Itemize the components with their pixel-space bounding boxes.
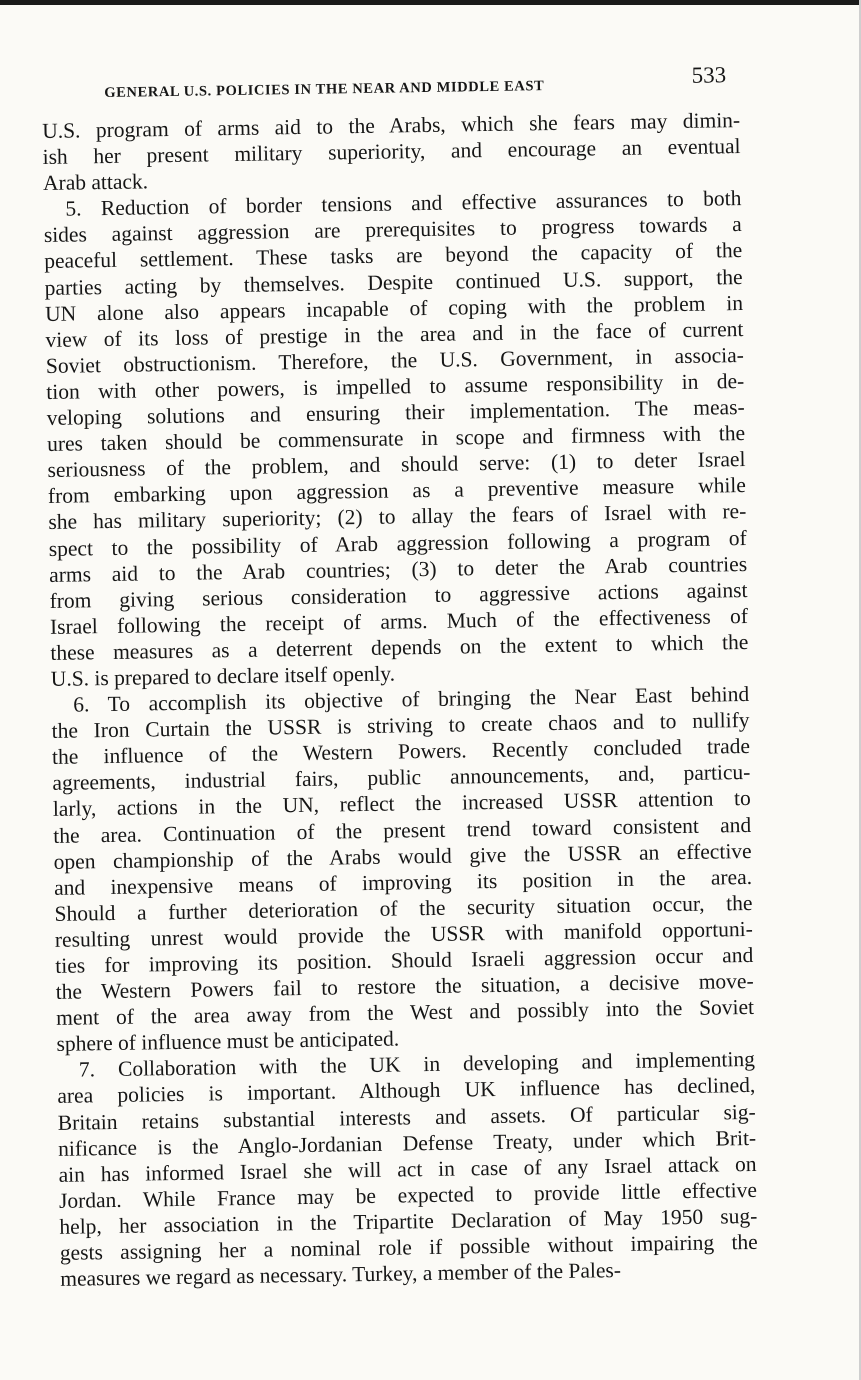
page-top-edge	[0, 0, 861, 5]
text-line: open championship of the Arabs would give the USSR an effective	[53, 838, 752, 874]
text-line: nificance is the Anglo-Jordanian Defense Treaty, under which Brit-	[58, 1125, 757, 1161]
text-line: ties for improving its position. Should Israeli aggression occur and	[55, 942, 754, 978]
text-line: 7. Collaboration with the UK in developing and implementing	[78, 1047, 756, 1082]
text-line: Britain retains substantial interests and assets. Of particular sig-	[57, 1099, 756, 1135]
page-header	[104, 62, 730, 108]
paragraph	[42, 107, 741, 196]
text-line: U.S. program of arms aid to the Arabs, which she fears may dimin-	[42, 108, 741, 143]
text-line: arms aid to the Arab countries; (3) to deter the Arab countries	[48, 551, 748, 587]
text-line: agreements, industrial fairs, public announcements, and, particu-	[52, 760, 751, 796]
page-number: 533	[691, 62, 727, 88]
text-line: seriousness of the problem, and should serve: (1) to deter Israel	[47, 447, 746, 483]
text-line: U.S. is prepared to declare itself openly.	[50, 661, 396, 691]
text-line: the influence of the Western Powers. Recently concluded trade	[51, 734, 751, 770]
text-line: the area. Continuation of the present trend toward consistent and	[53, 812, 752, 848]
text-line: she has military superiority; (2) to allay the fears of Israel with re-	[48, 499, 747, 535]
text-line: these measures as a deterrent depends on the extent to which the	[50, 629, 749, 665]
text-line: resulting unrest would provide the USSR with manifold opportuni-	[54, 916, 754, 952]
text-line: Arab attack.	[42, 169, 149, 196]
text-line: help, her association in the Tripartite Declaration of May 1950 sug-	[59, 1203, 758, 1239]
text-line: the Western Powers fail to restore the situation, a decisive move-	[55, 969, 754, 1004]
text-line: spect to the possibility of Arab aggression following a program of	[48, 525, 747, 561]
text-line: gests assigning her a nominal role if possible without impairing the	[59, 1229, 758, 1265]
text-line: measures we regard as necessary. Turkey, a member of the Pales-	[60, 1258, 622, 1291]
text-line: Should a further deterioration of the security situation occur, the	[54, 890, 753, 926]
paragraph	[57, 1046, 759, 1292]
paragraph	[51, 681, 755, 1057]
text-line: Israel following the receipt of arms. Much of the effectiveness of	[49, 603, 749, 639]
text-line: from embarking upon aggression as a preventive measure while	[47, 473, 747, 509]
text-line: ures taken should be commensurate in scope and firmness with the	[46, 421, 746, 457]
running-head: GENERAL U.S. POLICIES IN THE NEAR AND MIDDLE EAST	[104, 78, 545, 101]
text-line: the Iron Curtain the USSR is striving to create chaos and to nullify	[51, 708, 750, 744]
text-line: sphere of influence must be anticipated.	[56, 1026, 400, 1057]
text-line: from giving serious consideration to aggressive actions against	[49, 577, 748, 613]
text-line: 6. To accomplish its objective of bringing the Near East behind	[73, 682, 750, 717]
text-line: sides against aggression are prerequisites to progress towards a	[43, 212, 742, 248]
text-line: ish her present military superiority, and encourage an eventual	[42, 134, 741, 170]
paragraph	[43, 185, 749, 692]
text-line: Soviet obstructionism. Therefore, the U.S. Government, in associa-	[45, 342, 744, 378]
text-line: Jordan. While France may be expected to provide little effective	[58, 1177, 758, 1213]
text-line: larly, actions in the UN, reflect the increased USSR attention to	[52, 786, 751, 822]
text-line: ain has informed Israel she will act in case of any Israel attack on	[58, 1151, 757, 1187]
text-line: peaceful settlement. These tasks are beyond the capacity of the	[44, 238, 743, 274]
text-line: ment of the area away from the West and possibly into the Soviet	[55, 995, 755, 1031]
text-line: tion with other powers, is impelled to assume responsibility in de-	[46, 368, 745, 404]
text-line: area policies is important. Although UK influence has declined,	[57, 1073, 756, 1109]
text-line: veloping solutions and ensuring their implementation. The meas-	[46, 395, 745, 430]
text-line: 5. Reduction of border tensions and effective assurances to both	[65, 186, 742, 221]
text-line: and inexpensive means of improving its position in the area.	[53, 864, 753, 900]
text-line: parties acting by themselves. Despite continued U.S. support, the	[44, 264, 743, 300]
text-line: UN alone also appears incapable of coping with the problem in	[44, 290, 744, 326]
text-line: view of its loss of prestige in the area and in the face of current	[45, 316, 744, 352]
body-text	[42, 107, 758, 1292]
